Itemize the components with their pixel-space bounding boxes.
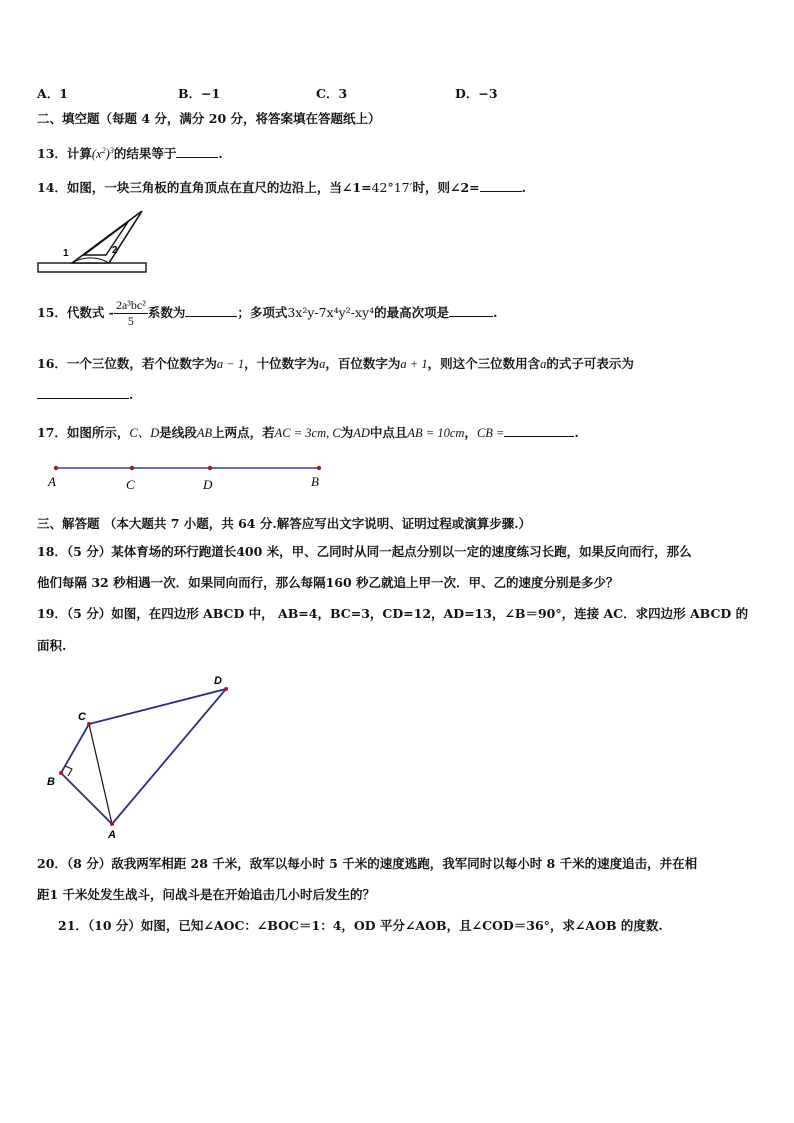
point-a bbox=[54, 466, 58, 470]
point-d bbox=[224, 687, 228, 691]
point-a bbox=[110, 822, 114, 826]
point-d bbox=[208, 466, 212, 470]
q14-angle-2-label: 2 bbox=[112, 245, 118, 256]
q19-figure bbox=[40, 670, 240, 840]
q14-angle-1-label: 1 bbox=[63, 248, 69, 259]
q16-text1: 一个三位数，若个位数字为 bbox=[66, 356, 217, 371]
q13-expr-exp2: 3 bbox=[109, 145, 114, 155]
q15-answer-blank-1[interactable] bbox=[185, 304, 237, 317]
label-a: A bbox=[108, 829, 116, 841]
quadrilateral-abcd bbox=[61, 689, 226, 824]
ruler-shape bbox=[38, 263, 146, 272]
question-13 bbox=[37, 144, 223, 162]
q14-angle: 42°17′ bbox=[371, 180, 413, 195]
q13-answer-blank[interactable] bbox=[176, 145, 218, 158]
q14-number: 14． bbox=[37, 180, 67, 195]
q16-end: . bbox=[129, 387, 134, 402]
label-a: A bbox=[48, 474, 56, 489]
q17-e3: AC = 3cm, C bbox=[274, 426, 341, 440]
q16-number: 16． bbox=[37, 356, 67, 371]
q17-end: . bbox=[574, 425, 579, 440]
q17-answer-blank[interactable] bbox=[504, 424, 574, 437]
q17-text1: 如图所示， bbox=[66, 425, 130, 440]
q14-mid: 时，则∠2= bbox=[412, 180, 480, 195]
q15-pre: 代数式 - bbox=[66, 305, 114, 320]
q15-frac-den: 5 bbox=[127, 314, 134, 328]
label-d: D bbox=[203, 477, 213, 492]
question-16 bbox=[37, 354, 634, 372]
question-14 bbox=[37, 178, 526, 196]
point-b bbox=[59, 771, 63, 775]
q13-expr-exp1: 2 bbox=[101, 145, 106, 155]
q14-figure bbox=[36, 205, 151, 277]
q16-e4: a bbox=[540, 357, 547, 371]
q17-e1: C、D bbox=[129, 426, 160, 440]
q16-text4: ，则这个三位数用含 bbox=[427, 356, 541, 371]
label-c: C bbox=[78, 711, 86, 723]
q15-mid2: ；多项式 bbox=[237, 305, 288, 320]
section3-title: 三、解答题 （本大题共 7 小题，共 64 分.解答应写出文字说明、证明过程或演算步骤.） bbox=[37, 516, 532, 531]
label-c: C bbox=[126, 477, 135, 492]
q15-frac-num: 2a³bc² bbox=[115, 298, 146, 312]
q17-figure bbox=[40, 458, 340, 494]
point-c bbox=[130, 466, 134, 470]
q17-text3: 上两点，若 bbox=[212, 425, 275, 440]
q17-text2: 是线段 bbox=[159, 425, 197, 440]
q14-end: . bbox=[521, 180, 526, 195]
q16-answer-blank[interactable] bbox=[37, 386, 129, 399]
question-16-line2 bbox=[37, 386, 133, 402]
q13-end: . bbox=[218, 146, 223, 161]
q14-text: 如图，一块三角板的直角顶点在直尺的边沿上，当∠1= bbox=[66, 180, 372, 195]
question-19-line2: 面积. bbox=[37, 638, 67, 653]
q16-e1: a − 1 bbox=[216, 357, 245, 371]
q15-mid1: 系数为 bbox=[147, 305, 186, 320]
point-b bbox=[317, 466, 321, 470]
label-b: B bbox=[311, 474, 319, 489]
option-c: C．3 bbox=[316, 86, 348, 101]
q13-post: 的结果等于 bbox=[113, 146, 177, 161]
q15-fraction bbox=[114, 298, 148, 329]
question-17 bbox=[37, 423, 579, 441]
q16-e2: a bbox=[319, 357, 326, 371]
diagonal-ac bbox=[89, 724, 112, 824]
question-18-line1: 18．（5 分）某体育场的环行跑道长400 米，甲、乙同时从同一起点分别以一定的速度练习长跑，如果反向而行，那么 bbox=[37, 544, 692, 559]
q13-expr-close: ) bbox=[105, 147, 110, 161]
question-20-line1: 20．（8 分）敌我两军相距 28 千米，敌军以每小时 5 千米的速度逃跑，我军同时以每小时 8 千米的速度追击，并在相 bbox=[37, 856, 698, 871]
q17-text4: 为 bbox=[340, 425, 354, 440]
q17-e2: AB bbox=[196, 426, 213, 440]
point-c bbox=[87, 722, 91, 726]
q13-expr-base: (x bbox=[91, 147, 102, 161]
label-b: B bbox=[47, 776, 55, 788]
label-d: D bbox=[214, 675, 222, 687]
right-angle-mark-b bbox=[65, 766, 72, 776]
question-18-line2: 他们每隔 32 秒相遇一次．如果同向而行，那么每隔160 秒乙就追上甲一次．甲、乙的速度分别是多少？ bbox=[37, 575, 619, 590]
q13-number: 13． bbox=[37, 146, 67, 161]
q15-answer-blank-2[interactable] bbox=[449, 304, 493, 317]
q17-number: 17． bbox=[37, 425, 67, 440]
q14-answer-blank[interactable] bbox=[480, 179, 522, 192]
q15-number: 15． bbox=[37, 305, 67, 320]
question-21-line1: 21．（10 分）如图，已知∠AOC：∠BOC＝1：4，OD 平分∠AOB，且∠COD＝36°，求∠AOB 的度数. bbox=[58, 918, 663, 933]
q17-text5: 中点且 bbox=[369, 425, 408, 440]
question-20-line2: 距1 千米处发生战斗，问战斗是在开始追击几小时后发生的？ bbox=[37, 887, 376, 902]
q17-text6: ， bbox=[464, 425, 477, 440]
q16-text2: ，十位数字为 bbox=[244, 356, 320, 371]
question-19-line1: 19．（5 分）如图，在四边形 ABCD 中， AB=4，BC=3，CD=12，AD=13，∠B＝90°，连接 AC．求四边形 ABCD 的 bbox=[37, 606, 749, 621]
q15-poly: 3x²y-7x⁴y²-xy⁴ bbox=[287, 305, 375, 320]
q16-e3: a + 1 bbox=[400, 357, 428, 371]
q15-end: . bbox=[493, 305, 498, 320]
q17-e4: AD bbox=[353, 426, 370, 440]
q16-text3: ，百位数字为 bbox=[325, 356, 401, 371]
q13-expr bbox=[92, 147, 114, 161]
question-15 bbox=[37, 298, 497, 329]
q13-pre: 计算 bbox=[66, 146, 92, 161]
section2-title: 二、填空题（每题 4 分，满分 20 分，将答案填在答题纸上） bbox=[37, 111, 381, 126]
option-b: B．−1 bbox=[178, 86, 221, 101]
q17-e6: CB = bbox=[476, 426, 505, 440]
q17-e5: AB = 10cm bbox=[407, 426, 465, 440]
option-d: D．−3 bbox=[455, 86, 498, 101]
q16-text5: 的式子可表示为 bbox=[546, 356, 634, 371]
q15-mid3: 的最高次项是 bbox=[374, 305, 450, 320]
option-a: A．1 bbox=[37, 86, 68, 101]
